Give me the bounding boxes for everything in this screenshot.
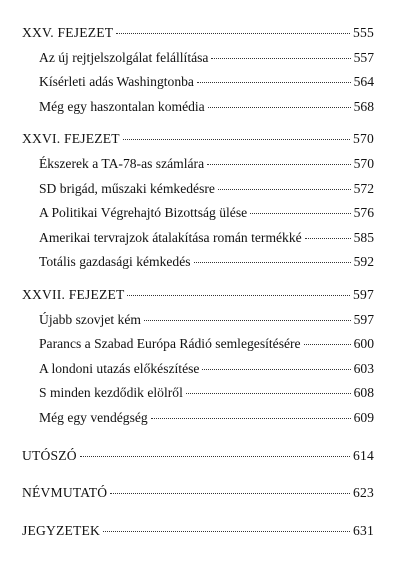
toc-entry-title: Parancs a Szabad Európa Rádió semlegesítésére bbox=[39, 336, 301, 352]
toc-entry-page: 631 bbox=[353, 522, 374, 538]
toc-entry-page: 572 bbox=[353, 180, 374, 196]
toc-entry-title: Az új rejtjelszolgálat felállítása bbox=[39, 49, 209, 65]
toc-entry-title: NÉVMUTATÓ bbox=[22, 485, 108, 501]
toc-entry[interactable] bbox=[22, 362, 374, 387]
toc-entry[interactable] bbox=[22, 337, 374, 362]
toc-entry-page: 608 bbox=[353, 385, 374, 401]
dot-leader bbox=[218, 189, 351, 190]
toc-entry-page: 570 bbox=[353, 131, 374, 147]
toc-entry-page: 603 bbox=[353, 360, 374, 376]
toc-entry-title: S minden kezdődik elölről bbox=[39, 385, 183, 401]
toc-entry-title: UTÓSZÓ bbox=[22, 447, 77, 463]
toc-entry-title: A Politikai Végrehajtó Bizottság ülése bbox=[39, 205, 248, 221]
dot-leader bbox=[127, 295, 350, 296]
toc-entry-page: 568 bbox=[353, 98, 374, 114]
toc-entry-title: XXVI. FEJEZET bbox=[22, 131, 120, 147]
dot-leader bbox=[80, 456, 350, 457]
toc-entry-title: JEGYZETEK bbox=[22, 522, 101, 538]
toc-entry-chapter[interactable] bbox=[22, 26, 374, 51]
dot-leader bbox=[208, 107, 351, 108]
toc-entry-chapter[interactable] bbox=[22, 524, 374, 549]
dot-leader bbox=[186, 393, 351, 394]
dot-leader bbox=[194, 262, 351, 263]
toc-entry-title: Totális gazdasági kémkedés bbox=[39, 254, 191, 270]
toc-entry-page: 576 bbox=[353, 205, 374, 221]
toc-entry-chapter[interactable] bbox=[22, 486, 374, 511]
toc-entry[interactable] bbox=[22, 411, 374, 436]
dot-leader bbox=[110, 493, 350, 494]
toc-entry-title: XXV. FEJEZET bbox=[22, 25, 114, 40]
toc-entry[interactable] bbox=[22, 231, 374, 256]
dot-leader bbox=[305, 238, 351, 239]
table-of-contents bbox=[22, 26, 374, 548]
toc-entry[interactable] bbox=[22, 206, 374, 231]
dot-leader bbox=[151, 418, 351, 419]
dot-leader bbox=[144, 320, 351, 321]
toc-entry[interactable] bbox=[22, 51, 374, 76]
toc-entry-page: 600 bbox=[353, 336, 374, 352]
dot-leader bbox=[202, 369, 350, 370]
toc-entry[interactable] bbox=[22, 182, 374, 207]
toc-entry[interactable] bbox=[22, 386, 374, 411]
dot-leader bbox=[116, 33, 350, 34]
toc-entry-title: Még egy vendégség bbox=[39, 409, 148, 425]
dot-leader bbox=[211, 58, 350, 59]
toc-entry-page: 555 bbox=[353, 25, 374, 40]
toc-entry-page: 592 bbox=[353, 254, 374, 270]
toc-entry-title: XXVII. FEJEZET bbox=[22, 286, 125, 302]
toc-entry-title: Ékszerek a TA-78-as számlára bbox=[39, 155, 205, 171]
section-gap bbox=[22, 511, 374, 524]
toc-entry-chapter[interactable] bbox=[22, 288, 374, 313]
toc-entry-title: SD brigád, műszaki kémkedésre bbox=[39, 180, 215, 196]
dot-leader bbox=[207, 164, 351, 165]
dot-leader bbox=[304, 344, 351, 345]
toc-entry-page: 557 bbox=[353, 49, 374, 65]
toc-entry-page: 597 bbox=[353, 286, 374, 302]
dot-leader bbox=[250, 213, 350, 214]
dot-leader bbox=[197, 82, 351, 83]
section-gap bbox=[22, 436, 374, 449]
toc-entry-chapter[interactable] bbox=[22, 449, 374, 474]
toc-entry-page: 597 bbox=[353, 311, 374, 327]
toc-entry-title: Kísérleti adás Washingtonba bbox=[39, 74, 194, 90]
toc-entry-title: Újabb szovjet kém bbox=[39, 311, 141, 327]
toc-entry[interactable] bbox=[22, 255, 374, 280]
toc-entry[interactable] bbox=[22, 313, 374, 338]
toc-entry-title: A londoni utazás előkészítése bbox=[39, 360, 200, 376]
toc-entry-title: Még egy haszontalan komédia bbox=[39, 98, 205, 114]
toc-entry[interactable] bbox=[22, 75, 374, 100]
dot-leader bbox=[123, 139, 350, 140]
toc-entry-page: 564 bbox=[353, 74, 374, 90]
toc-entry-page: 585 bbox=[353, 229, 374, 245]
toc-entry-page: 614 bbox=[353, 447, 374, 463]
toc-entry[interactable] bbox=[22, 157, 374, 182]
toc-entry[interactable] bbox=[22, 100, 374, 125]
toc-entry-page: 609 bbox=[353, 409, 374, 425]
toc-entry-chapter[interactable] bbox=[22, 132, 374, 157]
dot-leader bbox=[103, 531, 350, 532]
toc-entry-page: 570 bbox=[353, 155, 374, 171]
toc-entry-title: Amerikai tervrajzok átalakítása román termékké bbox=[39, 229, 302, 245]
toc-entry-page: 623 bbox=[353, 485, 374, 501]
